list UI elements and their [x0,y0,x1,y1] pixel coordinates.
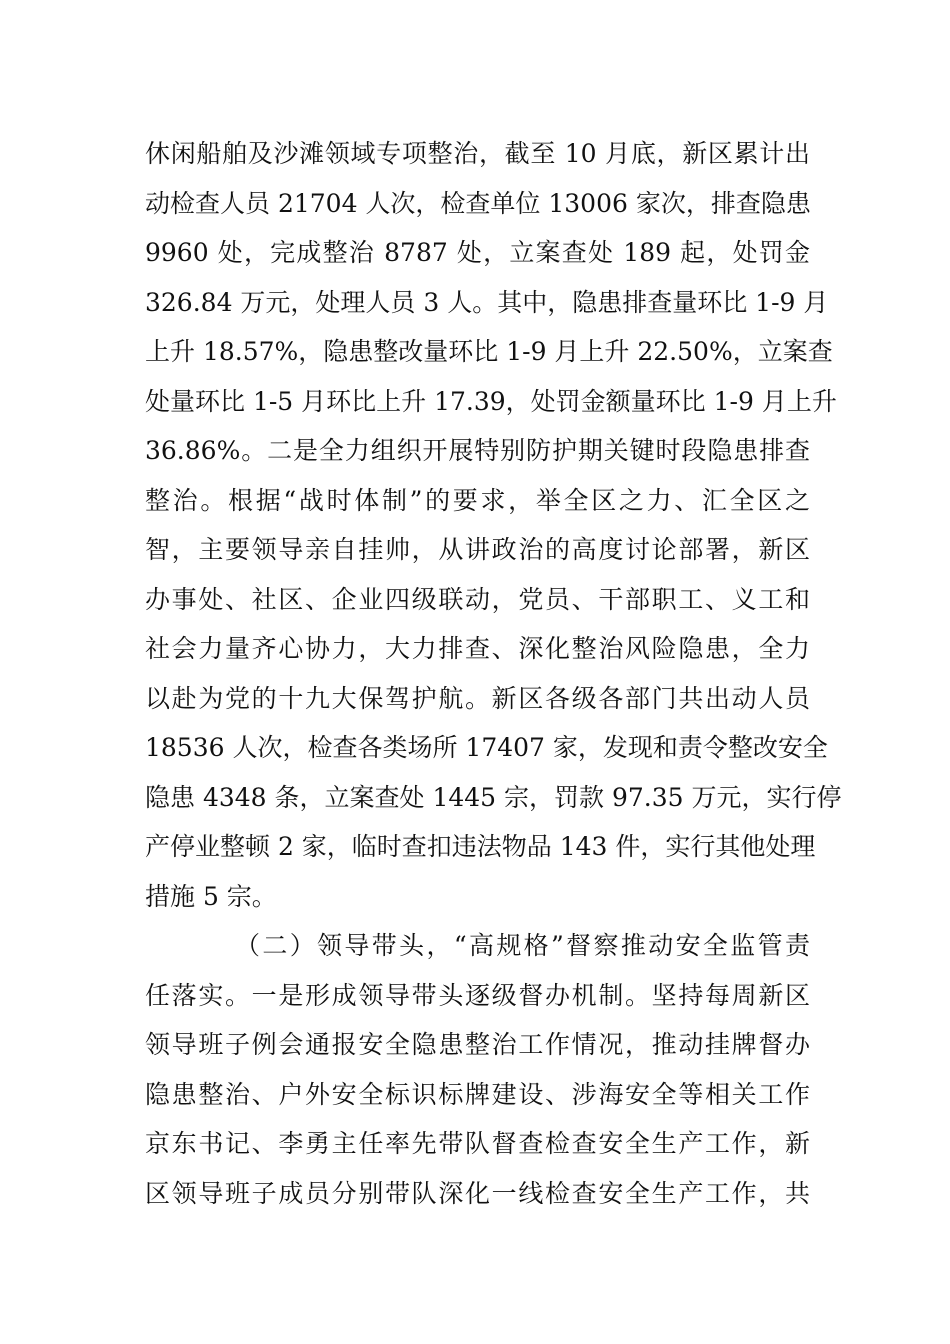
paragraph-line: （二）领导带头，“高规格”督察推动安全监管责 [235,931,810,960]
paragraph-line: 动检查人员 21704 人次，检查单位 13006 家次，排查隐患 [145,188,811,218]
paragraph-line: 隐患 4348 条，立案查处 1445 宗，罚款 97.35 万元，实行停 [145,782,842,812]
paragraph-line: 区领导班子成员分别带队深化一线检查安全生产工作，共 [145,1178,810,1208]
paragraph-line: 京东书记、李勇主任率先带队督查检查安全生产工作，新 [145,1129,810,1158]
paragraph-line: 326.84 万元，处理人员 3 人。其中，隐患排查量环比 1-9 月 [145,287,829,317]
paragraph-line: 领导班子例会通报安全隐患整治工作情况，推动挂牌督办 [145,1030,810,1059]
paragraph-1 [145,129,842,921]
paragraph-line: 措施 5 宗。 [145,881,277,911]
paragraph-line: 以赴为党的十九大保驾护航。新区各级各部门共出动人员 [145,683,810,713]
paragraph-line: 36.86%。二是全力组织开展特别防护期关键时段隐患排查 [145,436,810,465]
paragraph-line: 社会力量齐心协力，大力排查、深化整治风险隐患，全力 [145,634,810,663]
paragraph-line: 18536 人次，检查各类场所 17407 家，发现和责令整改安全 [145,733,828,762]
paragraph-line: 休闲船舶及沙滩领域专项整治，截至 10 月底，新区累计出 [145,139,810,168]
paragraph-line: 智，主要领导亲自挂帅，从讲政治的高度讨论部署，新区 [145,535,810,564]
paragraph-line: 办事处、社区、企业四级联动，党员、干部职工、义工和 [145,584,810,614]
paragraph-line: 9960 处，完成整治 8787 处，立案查处 189 起，处罚金 [145,238,810,267]
paragraph-line: 隐患整治、户外安全标识标牌建设、涉海安全等相关工作 [145,1079,810,1109]
paragraph-line: 处量环比 1-5 月环比上升 17.39，处罚金额量环比 1-9 月上升 [145,386,837,416]
paragraph-line: 产停业整顿 2 家，临时查扣违法物品 143 件，实行其他处理 [145,832,816,861]
paragraph-line: 上升 18.57%，隐患整改量环比 1-9 月上升 22.50%，立案查 [145,337,833,366]
document-body [145,129,842,1218]
paragraph-line: 整治。根据“战时体制”的要求，举全区之力、汇全区之 [145,485,810,515]
paragraph-line: 任落实。一是形成领导带头逐级督办机制。坚持每周新区 [145,980,810,1010]
paragraph-2 [145,921,810,1218]
